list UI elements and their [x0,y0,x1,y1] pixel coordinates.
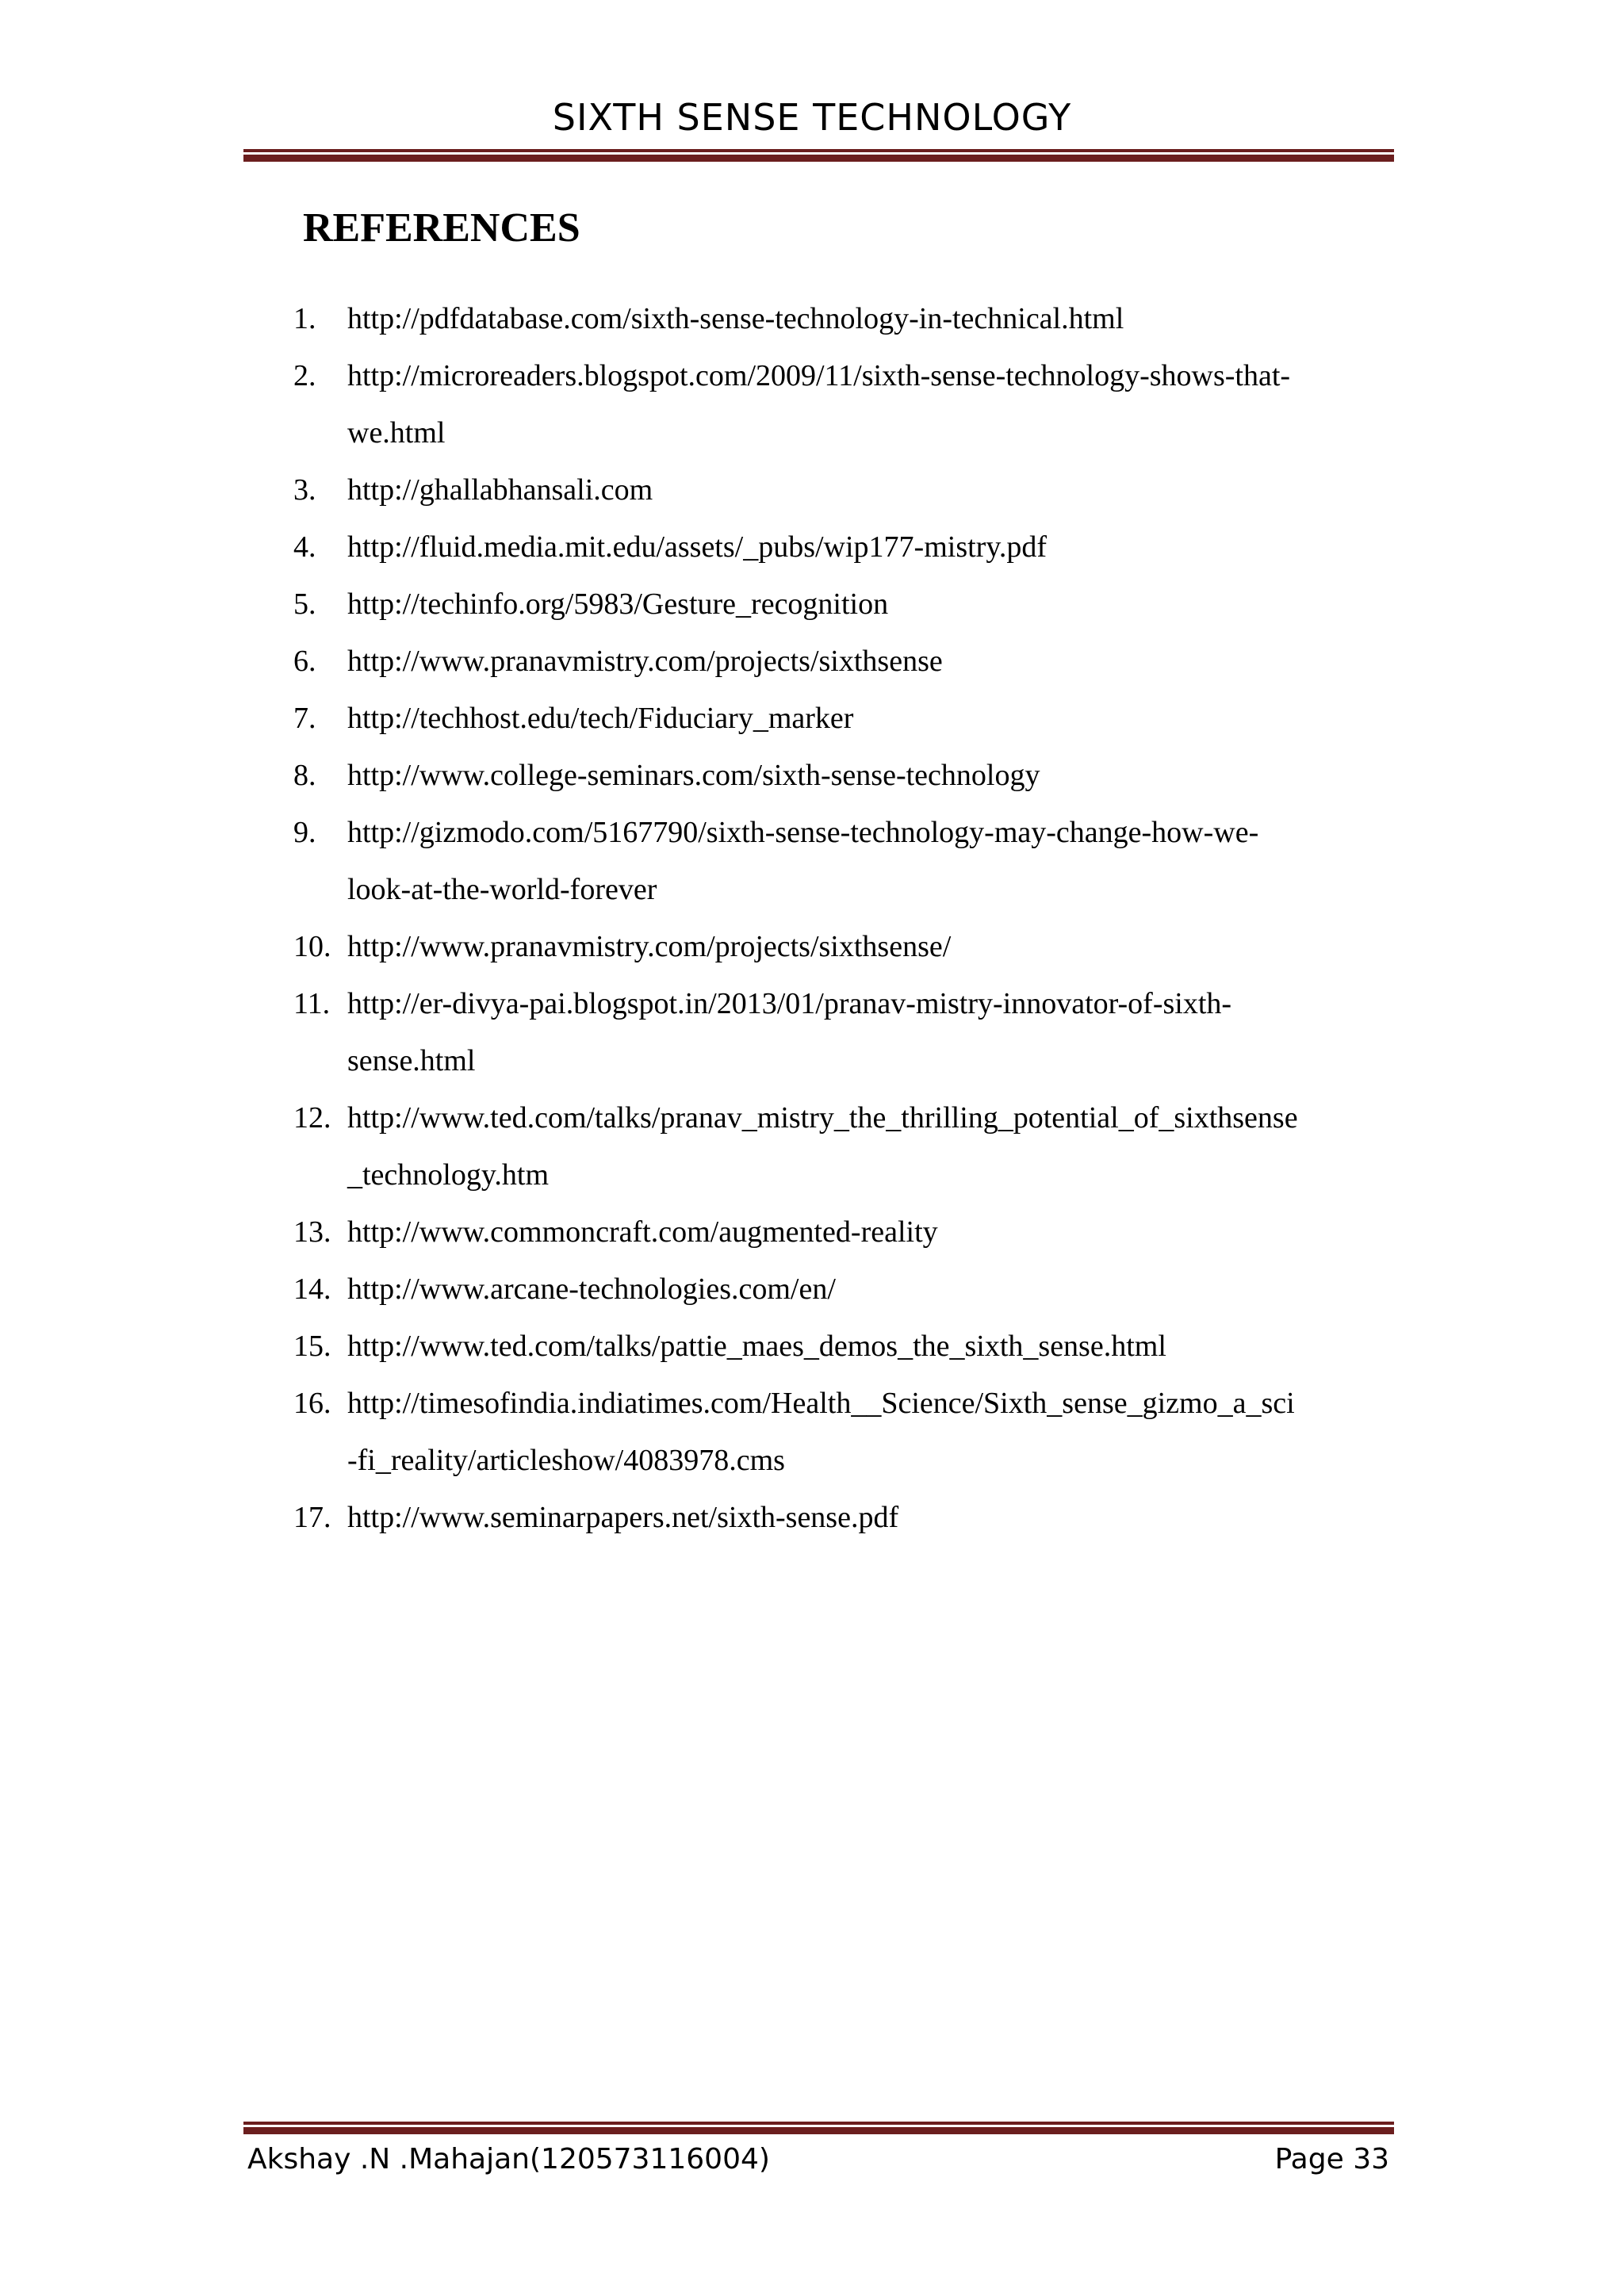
reference-url-line: http://techinfo.org/5983/Gesture_recognition [347,587,889,621]
reference-url-line: -fi_reality/articleshow/4083978.cms [347,1444,785,1477]
reference-number: 3. [293,473,316,507]
reference-item [293,633,1404,690]
reference-url[interactable] [347,804,1404,918]
section-heading: REFERENCES [303,205,580,251]
header-rule-thick-line [243,155,1394,162]
reference-number: 5. [293,587,316,621]
reference-url-line: http://www.ted.com/talks/pranav_mistry_the_thrilling_potential_of_sixthsense [347,1101,1298,1135]
reference-item [293,1489,1404,1546]
reference-number: 15. [293,1330,331,1363]
reference-url-line: http://gizmodo.com/5167790/sixth-sense-technology-may-change-how-we- [347,816,1259,849]
reference-number: 16. [293,1387,331,1420]
reference-url-line: http://www.college-seminars.com/sixth-sense-technology [347,759,1040,792]
reference-url-line: look-at-the-world-forever [347,873,657,906]
reference-number: 12. [293,1101,331,1135]
footer-page-number: Page 33 [1274,2143,1389,2175]
footer-rule [243,2122,1394,2134]
reference-url-line: http://techhost.edu/tech/Fiduciary_marker [347,702,854,735]
reference-item [293,1203,1404,1261]
reference-item [293,975,1404,1089]
reference-url-line: http://timesofindia.indiatimes.com/Health__Science/Sixth_sense_gizmo_a_sci [347,1387,1295,1420]
reference-url[interactable] [347,1261,1404,1318]
header-title: SIXTH SENSE TECHNOLOGY [552,96,1072,139]
reference-number: 13. [293,1215,331,1249]
reference-item [293,690,1404,747]
reference-url[interactable] [347,290,1404,347]
reference-item [293,1375,1404,1489]
reference-url[interactable] [347,1318,1404,1375]
reference-item [293,1261,1404,1318]
reference-item [293,461,1404,519]
reference-url[interactable] [347,747,1404,804]
reference-number: 7. [293,702,316,735]
reference-url-line: http://microreaders.blogspot.com/2009/11/sixth-sense-technology-shows-that- [347,359,1291,392]
page-footer [247,2137,1389,2182]
reference-url[interactable] [347,690,1404,747]
reference-item [293,804,1404,918]
reference-number: 10. [293,930,331,963]
reference-url[interactable] [347,1489,1404,1546]
reference-url-line: http://fluid.media.mit.edu/assets/_pubs/wip177-mistry.pdf [347,530,1048,564]
reference-url-line: _technology.htm [347,1158,549,1192]
reference-url[interactable] [347,633,1404,690]
reference-url[interactable] [347,347,1404,461]
reference-url-line: http://www.ted.com/talks/pattie_maes_demos_the_sixth_sense.html [347,1330,1166,1363]
reference-number: 6. [293,645,316,678]
reference-number: 4. [293,530,316,564]
reference-url[interactable] [347,519,1404,576]
reference-url[interactable] [347,1203,1404,1261]
reference-url[interactable] [347,461,1404,519]
reference-number: 2. [293,359,316,392]
header-rule [243,149,1394,162]
reference-url-line: http://www.pranavmistry.com/projects/sixthsense/ [347,930,952,963]
reference-number: 11. [293,987,331,1020]
reference-url[interactable] [347,975,1404,1089]
reference-item [293,290,1404,347]
reference-url[interactable] [347,918,1404,975]
reference-url-line: http://www.commoncraft.com/augmented-reality [347,1215,938,1249]
reference-item [293,918,1404,975]
reference-url[interactable] [347,1089,1404,1203]
reference-url-line: http://www.pranavmistry.com/projects/sixthsense [347,645,943,678]
reference-url-line: http://er-divya-pai.blogspot.in/2013/01/pranav-mistry-innovator-of-sixth- [347,987,1232,1020]
reference-item [293,576,1404,633]
reference-url-line: http://www.seminarpapers.net/sixth-sense.pdf [347,1501,899,1534]
reference-url-line: http://pdfdatabase.com/sixth-sense-technology-in-technical.html [347,302,1124,335]
reference-url-line: sense.html [347,1044,476,1077]
reference-number: 8. [293,759,316,792]
reference-url[interactable] [347,1375,1404,1489]
reference-number: 1. [293,302,316,335]
reference-item [293,519,1404,576]
reference-number: 9. [293,816,316,849]
reference-item [293,1089,1404,1203]
reference-url[interactable] [347,576,1404,633]
footer-author: Akshay .N .Mahajan(120573116004) [247,2143,770,2175]
reference-url-line: we.html [347,416,446,450]
reference-number: 17. [293,1501,331,1534]
reference-url-line: http://www.arcane-technologies.com/en/ [347,1272,836,1306]
reference-item [293,747,1404,804]
reference-url-line: http://ghallabhansali.com [347,473,653,507]
reference-number: 14. [293,1272,331,1306]
references-list [293,290,1404,1546]
reference-item [293,347,1404,461]
reference-item [293,1318,1404,1375]
footer-rule-thick-line [243,2127,1394,2134]
